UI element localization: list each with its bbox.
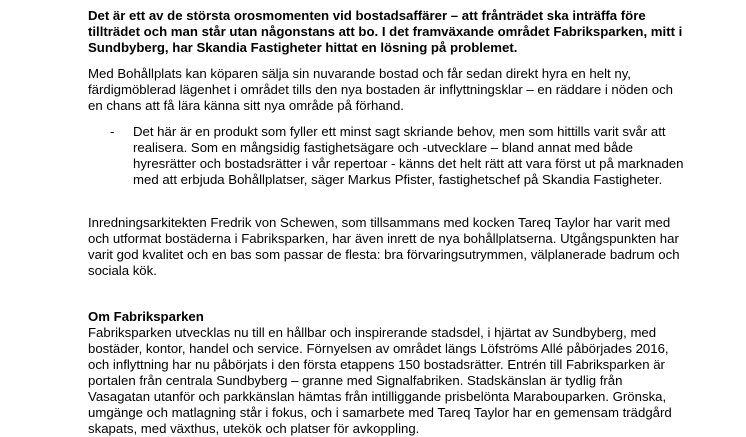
quote-text: Det här är en produkt som fyller ett minst sagt skriande behov, men som hittills varit svår att realisera. Som en mångsidig fastighetsägare och -utvecklare – bland annat med både hyresrätter och bostadsrätter i vår repertoar - känns det helt rätt att vara först ut på marknaden med att erbjuda Bohållplatser, säger Markus Pfister, fastighetschef på Skandia Fastigheter. [133,124,684,187]
press-release-page [88,8,688,437]
quote-dash: - [110,124,115,139]
about-paragraph: Fabriksparken utvecklas nu till en hållbar och inspirerande stadsdel, i hjärtat av Sundbyberg, med bostäder, kontor, handel och service. Förnyelsen av området längs Löfströms Allé påbörjades 2016, och inflyttning har nu påbörjats i den första etappens 150 bostadsrätter. Entrén till Fabriksparken är portalen från centrala Sundbyberg – granne med Signalfabriken. Stadskänslan är tydlig från Vasagatan utanför och parkkänslan hämtas från intilliggande prisbelönta Marabouparken. Grönska, umgänge och matlagning står i fokus, och i samarbete med Tareq Taylor har en gemensam trädgård skapats, med växthus, utekök och platser för avkoppling. [88,325,672,436]
intro-paragraph: Med Bohållplats kan köparen sälja sin nuvarande bostad och får sedan direkt hyra en helt ny, färdigmöblerad lägenhet i området tills den nya bostaden är inflyttningsklar – en räddare i nöden och en chans att få lära känna sitt nya område på förhand. [88,66,674,113]
quote-block [88,124,688,188]
interior-paragraph: Inredningsarkitekten Fredrik von Schewen, som tillsammans med kocken Tareq Taylor har varit med och utformat bostäderna i Fabriksparken, har även inrett de nya bohållplatserna. Utgångspunkten har varit god kvalitet och en bas som passar de flesta: bra förvaringsutrymmen, välplanerade badrum och sociala kök. [88,215,680,278]
about-heading: Om Fabriksparken [88,309,204,324]
lead-paragraph: Det är ett av de största orosmomenten vid bostadsaffärer – att frånträdet ska inträffa före tillträdet och man står utan någonstans att bo. I det framväxande området Fabriksparken, mitt i Sundbyberg, har Skandia Fastigheter hittat en lösning på problemet. [88,8,683,55]
